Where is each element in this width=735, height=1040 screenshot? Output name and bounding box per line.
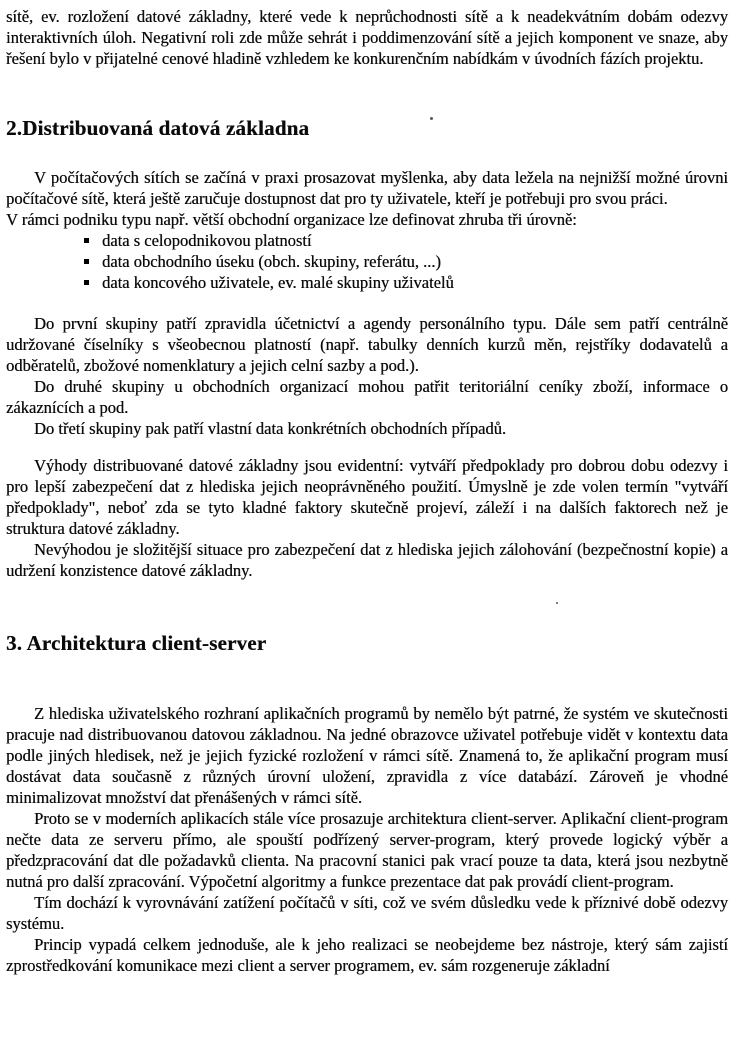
section-heading-architektura-client-server: 3. Architektura client-server (6, 631, 267, 655)
square-bullet-icon (84, 280, 89, 285)
section-heading-distribuovana-datova-zakladna: 2.Distribuovaná datová základna (6, 116, 310, 140)
section2-paragraph-3: Do první skupiny patří zpravidla účetnictví a agendy personálního typu. Dále sem patří centrálně udržované číselníky s všeobecnou platností (např. tabulky denních kurzů měn, rejstříky dodavatelů a odběratelů, zbožové nomenklatury a jejich celní sazby a pod.). (6, 314, 728, 375)
square-bullet-icon (84, 259, 89, 264)
section2-paragraph-6: Výhody distribuované datové základny jsou evidentní: vytváří předpoklady pro dobrou dobu odezvy i pro lepší zabezpečení dat z hlediska jejich neoprávněného použití. Úmyslně je zde volen termín "vytváří předpoklady", neboť zda se tyto kladné faktory skutečně projeví, záleží i na dalších faktorech než je struktura datové základny. (6, 456, 728, 538)
section3-paragraph-3: Tím dochází k vyrovnávání zatížení počítačů v síti, což ve svém důsledku vede k příznivé době odezvy systému. (6, 893, 728, 933)
section2-paragraph-7: Nevýhodou je složitější situace pro zabezpečení dat z hlediska jejich zálohování (bezpečnostní kopie) a udržení konzistence datové základny. (6, 540, 728, 580)
bullet-item-label: data s celopodnikovou platností (102, 231, 312, 250)
section3-paragraph-1: Z hlediska uživatelského rozhraní aplikačních programů by nemělo být patrné, že systém ve skutečnosti pracuje nad distribuovanou datovou základnou. Na jedné obrazovce uživatel potřebuje vidět v kontextu data podle jiných hledisek, než je jejich fyzické rozložení v rámci sítě. Znamená to, že aplikační program musí dostávat data současně z různých úrovní uložení, zpravidla z více databází. Zároveň je vhodné minimalizovat množství dat přenášených v rámci sítě. (6, 704, 728, 807)
scan-artifact-dot (430, 117, 433, 120)
section2-paragraph-1: V počítačových sítích se začíná v praxi prosazovat myšlenka, aby data ležela na nejnižší možné úrovni počítačové sítě, která ještě zaručuje dostupnost dat pro ty uživatele, kteří je potřebuji pro svou práci. (6, 168, 728, 208)
section2-paragraph-2: V rámci podniku typu např. větší obchodní organizace lze definovat zhruba tři úrovně: (6, 210, 577, 229)
scan-artifact-dot (556, 602, 558, 604)
section2-paragraph-5: Do třetí skupiny pak patří vlastní data konkrétních obchodních případů. (34, 419, 506, 438)
bullet-item (6, 251, 728, 272)
square-bullet-icon (84, 238, 89, 243)
section3-paragraph-4: Princip vypadá celkem jednoduše, ale k jeho realizaci se neobejdeme bez nástroje, který sám zajistí zprostředkování komunikace mezi client a server programem, ev. sám rozgeneruje základní (6, 935, 728, 975)
bullet-item (6, 230, 728, 251)
bullet-item (6, 272, 728, 293)
data-levels-bullet-list (6, 230, 728, 293)
section3-paragraph-2: Proto se v moderních aplikacích stále více prosazuje architektura client-server. Aplikační client-program nečte data ze serveru přímo, ale spouští podřízený server-program, který provede logický výběr a předzpracování dat dle požadavků clienta. Na pracovní stanici pak vrací pouze ta data, která jsou nezbytně nutná pro další zpracování. Výpočetní algoritmy a funkce prezentace dat pak provádí client-program. (6, 809, 728, 891)
section2-paragraph-4: Do druhé skupiny u obchodních organizací mohou patřit teritoriální ceníky zboží, informace o zákaznících a pod. (6, 377, 728, 417)
bullet-item-label: data obchodního úseku (obch. skupiny, referátu, ...) (102, 252, 441, 271)
bullet-item-label: data koncového uživatele, ev. malé skupiny uživatelů (102, 273, 454, 292)
intro-continuation-paragraph: sítě, ev. rozložení datové základny, které vede k neprůchodnosti sítě a k neadekvátním dobám odezvy interaktivních úloh. Negativní roli zde může sehrát i poddimenzování sítě a jejich komponent ve snaze, aby řešení bylo v přijatelné cenové hladině vzhledem ke konkurenčním nabídkám v úvodních fázích projektu. (6, 7, 728, 68)
